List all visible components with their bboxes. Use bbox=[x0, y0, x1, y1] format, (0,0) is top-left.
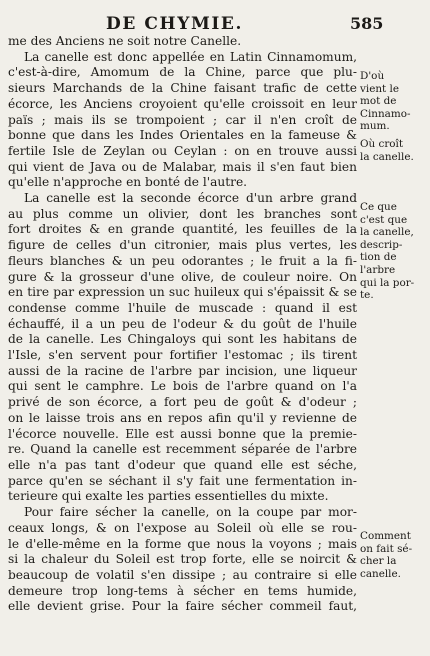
text-line: échauffé, il a un peu de l'odeur & du goût de l'huile bbox=[8, 316, 357, 331]
text-line: c'est-à-dire, Amomum de la Chine, parce que plu- bbox=[8, 65, 357, 80]
text-line: condense comme l'huile de muscade : quand il est bbox=[8, 300, 357, 315]
sidenote-origin-of-name bbox=[360, 70, 428, 133]
text-line: La canelle est donc appellée en Latin Cinnamomum, bbox=[24, 49, 357, 64]
sidenote-line: mot de bbox=[360, 95, 397, 108]
text-line: de la canelle. Les Chingaloys qui sont les habitans de bbox=[8, 332, 357, 347]
sidenote-line: Où croît bbox=[360, 138, 404, 150]
text-line: ceaux longs, & on l'expose au Soleil où elle se rou- bbox=[8, 520, 357, 535]
text-line: Pour faire sécher la canelle, on la coupe par mor- bbox=[24, 505, 357, 520]
body-text bbox=[8, 34, 357, 615]
text-line: l'Isle, s'en servent pour fortifier l'estomac ; ils tirent bbox=[8, 348, 357, 363]
text-line: terieure qui exalte les parties essentielles du mixte. bbox=[8, 489, 329, 504]
page-number: 585 bbox=[350, 14, 384, 33]
sidenote-line: Cinnamo- bbox=[360, 107, 411, 120]
text-line: qui sent le camphre. Le bois de l'arbre quand on l'a bbox=[8, 379, 357, 394]
text-line: qu'elle n'approche en bonté de l'autre. bbox=[8, 175, 248, 190]
text-line: me des Anciens ne soit notre Canelle. bbox=[8, 34, 242, 48]
text-line: païs ; mais ils se trompoient ; car il n'en croît de bbox=[8, 112, 357, 127]
text-line: fort droites & en grande quantité, les feuilles de la bbox=[8, 222, 357, 237]
text-line: le d'elle-même en la forme que nous la voyons ; mais bbox=[8, 536, 357, 551]
sidenote-line: Comment bbox=[360, 530, 411, 542]
text-line: bonne que dans les Indes Orientales en la fameuse & bbox=[8, 128, 357, 143]
sidenote-line: c'est que bbox=[360, 213, 408, 226]
text-line: on le laisse trois ans en repos afin qu'il y revienne de bbox=[8, 410, 357, 425]
sidenote-line: la canelle, bbox=[360, 226, 414, 239]
text-line: gure & la grosseur d'une olive, de couleur noire. On bbox=[8, 269, 357, 284]
running-title: DE CHYMIE. bbox=[106, 14, 243, 34]
sidenote-where-it-grows bbox=[360, 138, 428, 163]
text-line: sieurs Marchands de la Chine faisant trafic de cette bbox=[8, 81, 357, 96]
text-line: en tire par expression un suc huileux qui s'épaissit & se bbox=[8, 285, 357, 300]
sidenote-line: canelle. bbox=[360, 567, 401, 580]
text-line: parce qu'en se séchant il s'y fait une fermentation in- bbox=[8, 473, 357, 488]
sidenote-line: tion de bbox=[360, 251, 397, 264]
text-line: beaucoup de volatil s'en dissipe ; au contraire si elle bbox=[8, 567, 357, 582]
text-line: figure de celles d'un citronier, mais plus vertes, les bbox=[8, 238, 357, 253]
sidenote-line: Ce que bbox=[360, 201, 397, 213]
sidenote-line: la canelle. bbox=[360, 150, 414, 163]
sidenote-line: on fait sé- bbox=[360, 542, 413, 555]
text-line: demeure trop long-tems à sécher en tems humide, bbox=[8, 583, 357, 598]
text-line: privé de son écorce, a fort peu de goût & d'odeur ; bbox=[8, 395, 357, 410]
sidenote-line: qui la por- bbox=[360, 276, 415, 289]
sidenote-line: te. bbox=[360, 289, 374, 302]
sidenote-line: cher la bbox=[360, 555, 397, 568]
text-line: au plus comme un olivier, dont les branches sont bbox=[8, 206, 357, 221]
sidenote-line: l'arbre bbox=[360, 263, 396, 276]
text-line: qui vient de Java ou de Malabar, mais il s'en faut bien bbox=[8, 159, 357, 174]
text-line: elle devient grise. Pour la faire sécher commeil faut, bbox=[8, 599, 357, 614]
text-line: si la chaleur du Soleil est trop forte, elle se noircit & bbox=[8, 552, 357, 567]
sidenote-how-to-dry bbox=[360, 530, 428, 580]
page-header bbox=[0, 14, 430, 36]
sidenote-line: mum. bbox=[360, 120, 390, 133]
sidenote-line: vient le bbox=[360, 82, 399, 95]
text-line: aussi de la racine de l'arbre par incision, une liqueur bbox=[8, 363, 357, 378]
text-line: re. Quand la canelle est recemment séparée de l'arbre bbox=[8, 442, 357, 457]
text-line: elle n'a pas tant d'odeur que quand elle est séche, bbox=[8, 457, 357, 472]
text-line: fertile Isle de Zeylan ou Ceylan : on en trouve aussi bbox=[8, 143, 357, 158]
sidenote-line: D'où bbox=[360, 70, 385, 82]
sidenote-description-of-tree bbox=[360, 201, 428, 302]
text-line: La canelle est la seconde écorce d'un arbre grand bbox=[24, 191, 357, 206]
text-line: écorce, les Anciens croyoient qu'elle croissoit en leur bbox=[8, 96, 357, 111]
sidenote-line: descrip- bbox=[360, 238, 403, 251]
text-line: fleurs blanches & un peu odorantes ; le fruit a la fi- bbox=[8, 253, 357, 268]
text-line: l'écorce nouvelle. Elle est aussi bonne que la premie- bbox=[8, 426, 357, 441]
